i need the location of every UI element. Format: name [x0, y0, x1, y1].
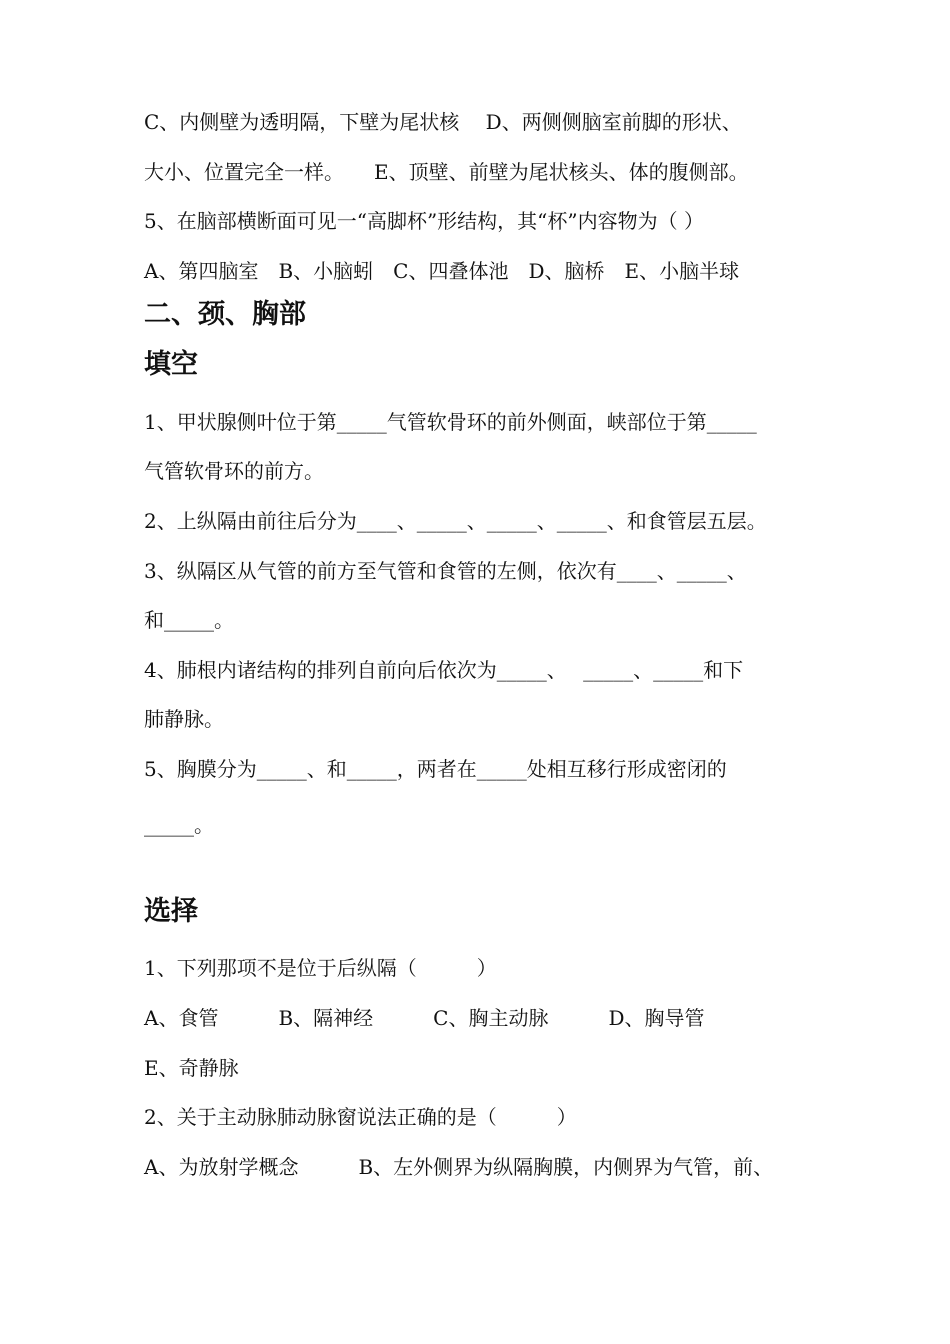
fill-question-2: 2、上纵隔由前往后分为____、_____、_____、_____、和食管层五层。: [144, 509, 767, 533]
choice-question-1: 1、下列那项不是位于后纵隔（ ）: [144, 956, 497, 980]
fill-in-heading: 填空: [144, 349, 198, 380]
choice-question-2: 2、关于主动脉肺动脉窗说法正确的是（ ）: [144, 1105, 577, 1129]
fill-question-5b: _____。: [144, 813, 214, 837]
choice-question-2-options: A、为放射学概念 B、左外侧界为纵隔胸膜，内侧界为气管，前、: [144, 1155, 774, 1179]
question-4-options-cd: C、内侧壁为透明隔，下壁为尾状核 D、两侧侧脑室前脚的形状、: [144, 110, 742, 134]
choice-question-1-option-e: E、奇静脉: [144, 1056, 239, 1080]
question-4-options-e: 大小、位置完全一样。 E、顶壁、前壁为尾状核头、体的腹侧部。: [144, 160, 749, 184]
fill-question-5a: 5、胸膜分为_____、和_____，两者在_____处相互移行形成密闭的: [144, 757, 727, 781]
question-5-stem: 5、在脑部横断面可见一“高脚杯”形结构，其“杯”内容物为（ ）: [144, 209, 704, 233]
fill-question-4b: 肺静脉。: [144, 707, 224, 731]
question-5-options: A、第四脑室 B、小脑蚓 C、四叠体池 D、脑桥 E、小脑半球: [144, 259, 740, 283]
fill-question-1a: 1、甲状腺侧叶位于第_____气管软骨环的前外侧面，峡部位于第_____: [144, 410, 757, 434]
fill-question-4a: 4、肺根内诸结构的排列自前向后依次为_____、 _____、_____和下: [144, 658, 744, 682]
fill-question-3b: 和_____。: [144, 608, 234, 632]
choice-question-1-options: A、食管 B、隔神经 C、胸主动脉 D、胸导管: [144, 1006, 705, 1030]
choice-heading: 选择: [144, 896, 198, 927]
fill-question-1b: 气管软骨环的前方。: [144, 459, 324, 483]
fill-question-3a: 3、纵隔区从气管的前方至气管和食管的左侧，依次有____、_____、: [144, 559, 747, 583]
section-heading-neck-chest: 二、颈、胸部: [144, 299, 306, 330]
